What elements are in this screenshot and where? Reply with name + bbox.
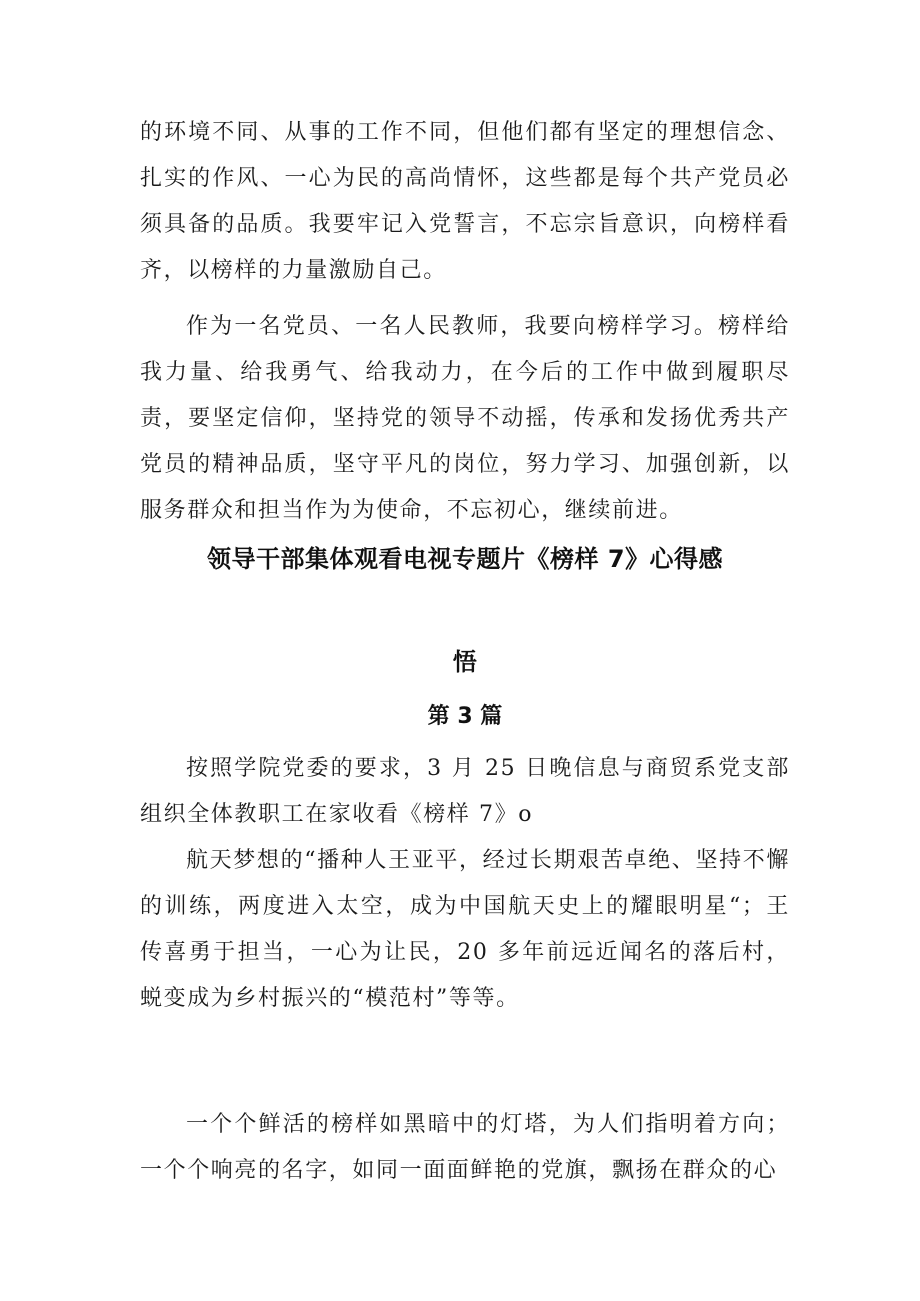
article-subtitle: 第 3 篇 xyxy=(427,704,503,729)
article-title-line-1: 领导干部集体观看电视专题片《榜样 7》心得感 xyxy=(206,545,724,573)
body-paragraph-1: 的环境不同、从事的工作不同，但他们都有坚定的理想信念、扎实的作风、一心为民的高尚情怀，这些都是每个共产党员必须具备的品质。我要牢记入党誓言，不忘宗旨意识，向榜样看齐，以榜样的力量激励自己。 xyxy=(140,120,790,283)
article-title-line-2: 悟 xyxy=(452,648,478,676)
body-paragraph-5: 一个个鲜活的榜样如黑暗中的灯塔，为人们指明着方向；一个个响亮的名字，如同一面面鲜艳的党旗，飘扬在群众的心 xyxy=(140,1112,790,1183)
body-paragraph-3: 按照学院党委的要求，3 月 25 日晚信息与商贸系党支部组织全体教职工在家收看《榜样 7》o xyxy=(140,756,790,827)
body-paragraph-2: 作为一名党员、一名人民教师，我要向榜样学习。榜样给我力量、给我勇气、给我动力，在今后的工作中做到履职尽责，要坚定信仰，坚持党的领导不动摇，传承和发扬优秀共产党员的精神品质，坚守平凡的岗位，努力学习、加强创新，以服务群众和担当作为为使命，不忘初心，继续前进。 xyxy=(140,314,790,523)
body-paragraph-4: 航天梦想的“播种人王亚平，经过长期艰苦卓绝、坚持不懈的训练，两度进入太空，成为中国航天史上的耀眼明星“；王传喜勇于担当，一心为让民，20 多年前远近闻名的落后村，蜕变成为乡村振兴的“模范村”等等。 xyxy=(140,848,790,1011)
